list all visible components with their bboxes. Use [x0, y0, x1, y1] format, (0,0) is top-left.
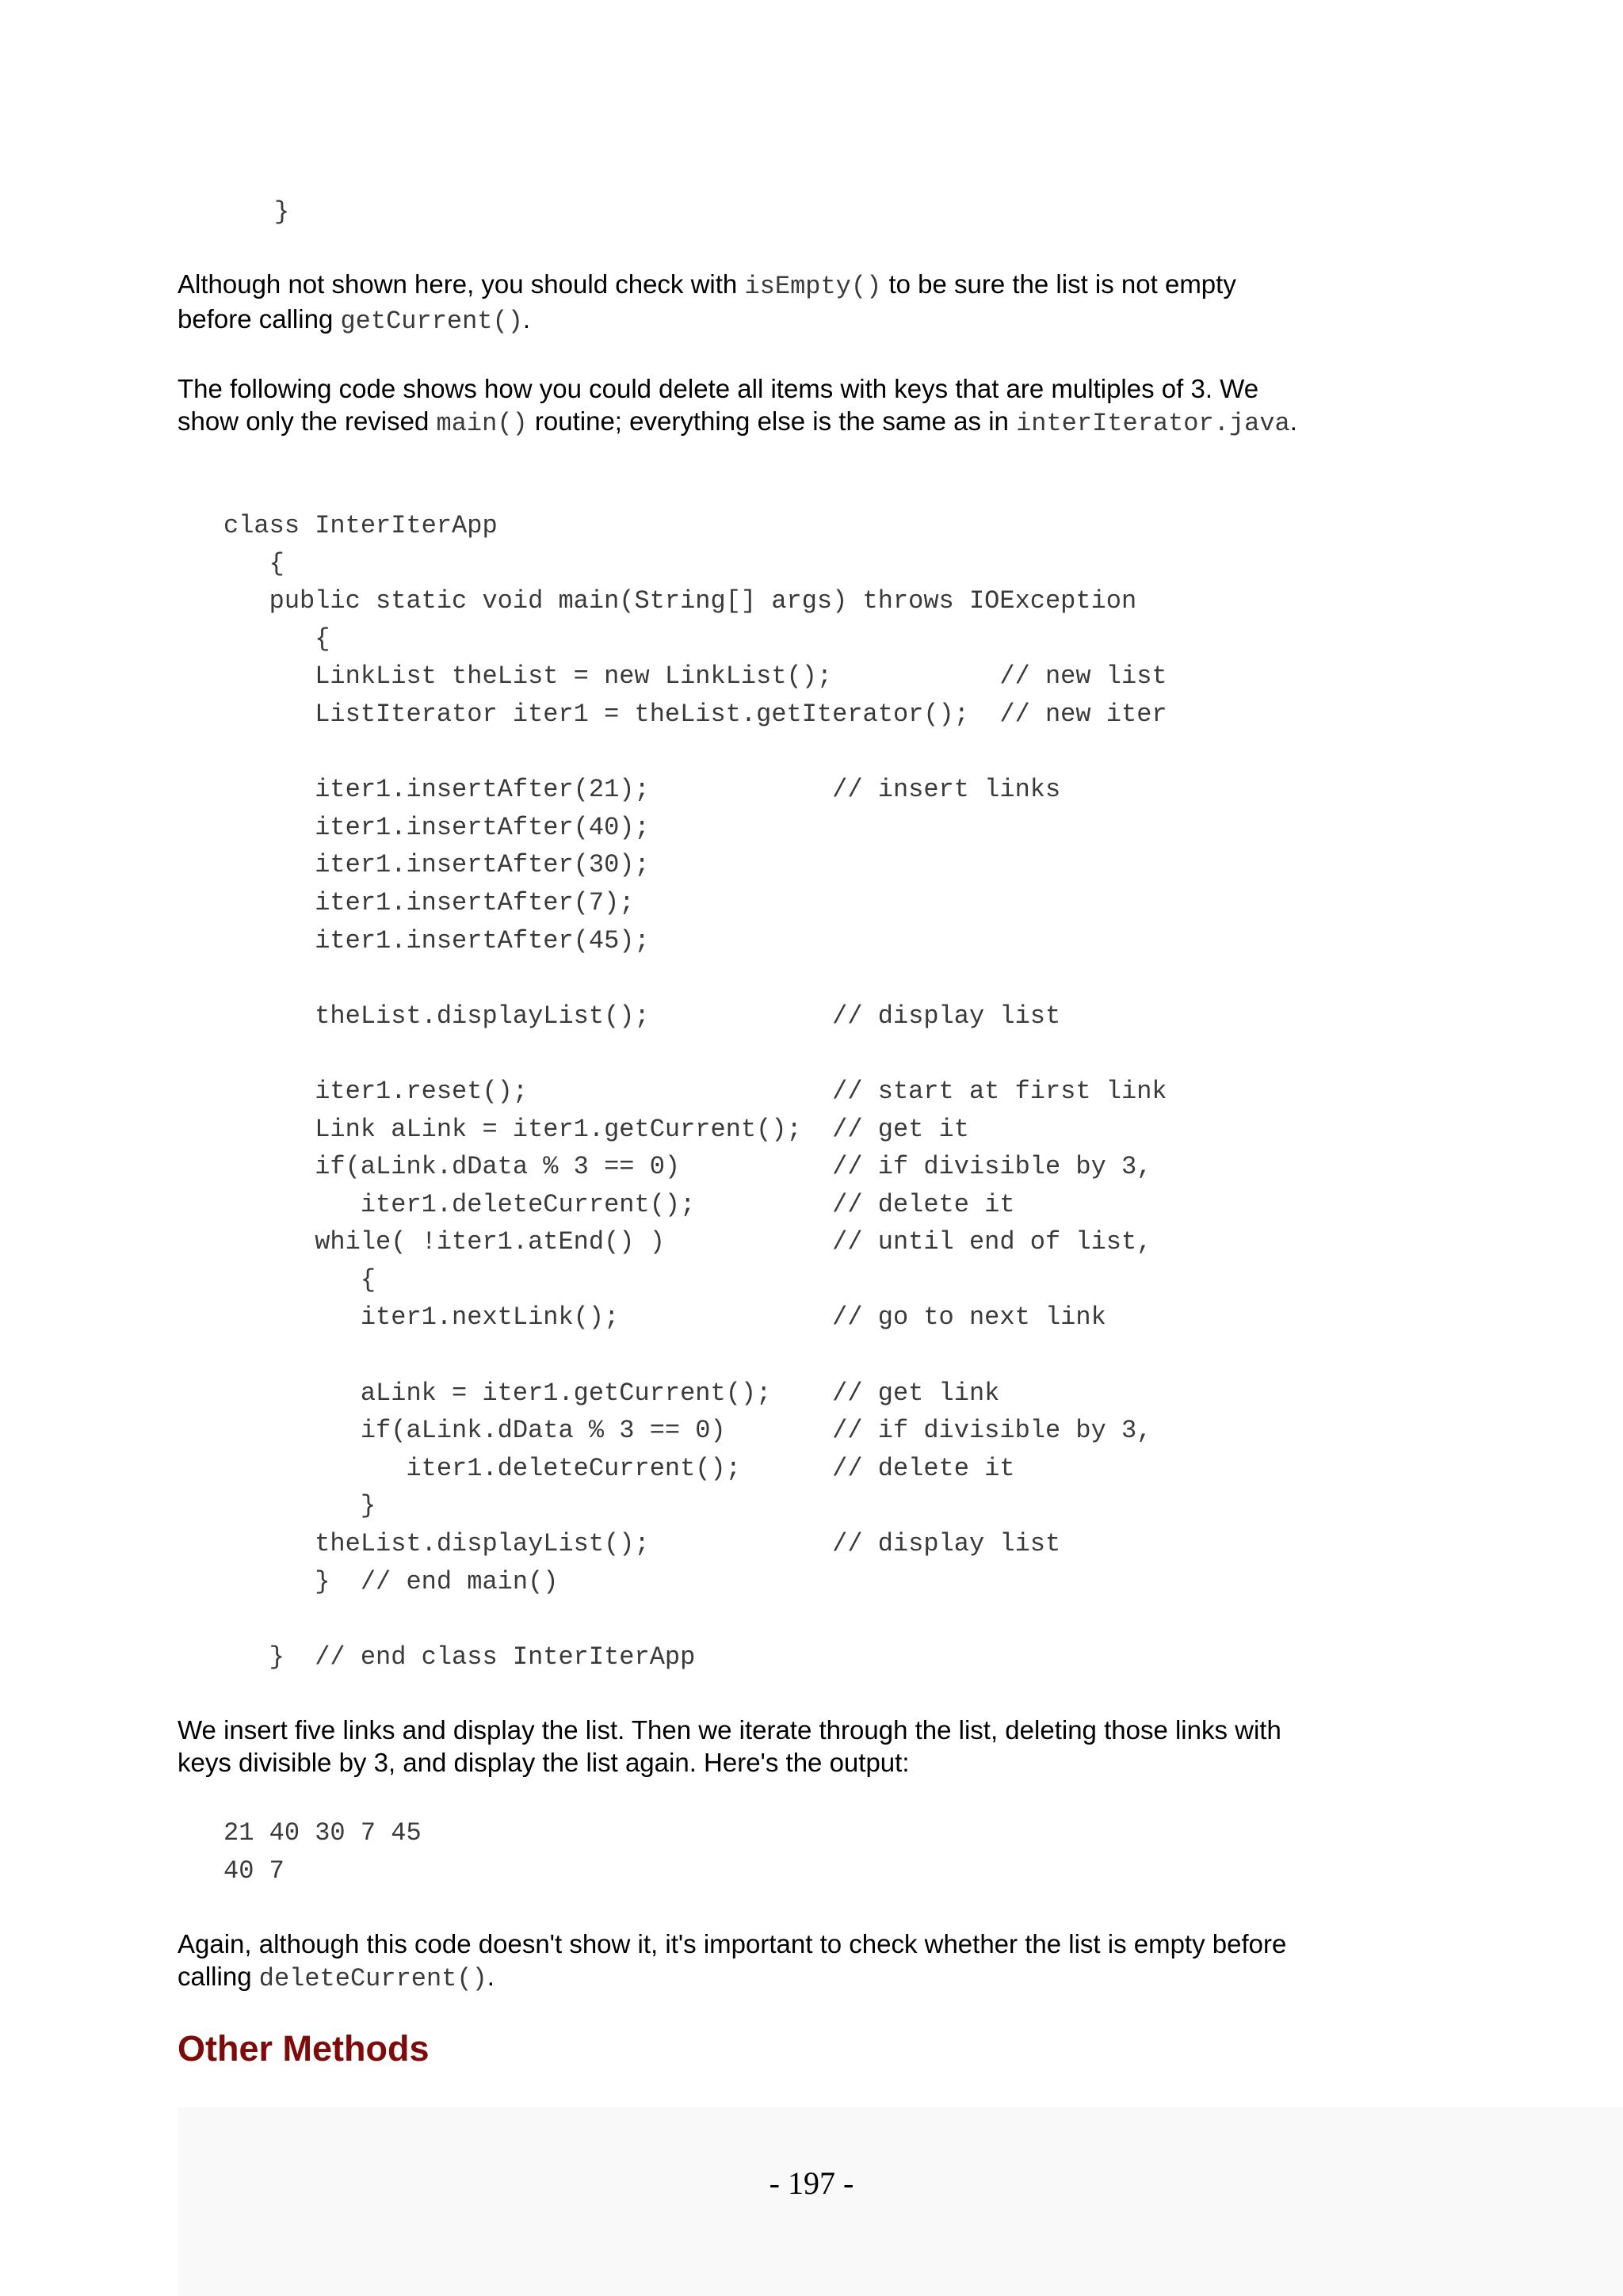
inline-code-getcurrent: getCurrent() — [340, 307, 523, 336]
program-output: 21 40 30 7 45 40 7 — [223, 1818, 422, 1886]
paragraph-text: We insert five links and display the list. Then we iterate through the list, deleting those links with keys divisible by 3, and display the list again. Here's the output: — [178, 1715, 1281, 1777]
inline-code-main: main() — [436, 409, 528, 438]
code-listing-interiterapp: class InterIterApp { public static void main(String[] args) throws IOException { LinkList theList = new LinkList(); // new list ListIterator iter1 = theList.getIterator(); // new iter iter1.insertAfter(21); // insert links iter1.insertAfter(40); iter1.insertAfter(30); iter1.insertAfter(7); iter1.insertAfter(45); theList.displayList(); // display list iter1.reset(); // start at first link Link aLink = iter1.getCurrent(); // get it if(aLink.dData % 3 == 0) // if divisible by 3, iter1.deleteCurrent(); // delete it while( !iter1.atEnd() ) // until end of list, { iter1.nextLink(); // go to next link aLink = iter1.getCurrent(); // get link if(aLink.dData % 3 == 0) // if divisible by 3, iter1.deleteCurrent(); // delete it } theList.displayList(); // display list } // end main() } // end class InterIterApp — [223, 511, 1167, 1672]
paragraph-text: Again, although this code doesn't show it, it's important to check whether the list is empty before calling — [178, 1929, 1287, 1991]
paragraph-delete-multiples — [178, 372, 1303, 440]
inline-code-filename: interIterator.java — [1016, 409, 1290, 438]
paragraph-text: . — [1289, 406, 1297, 436]
section-heading: Other Methods — [178, 2028, 430, 2069]
paragraph-text: The following code shows how you could delete all items with keys that are multiples of 3. We show only the revised — [178, 374, 1259, 436]
paragraph-text: routine; everything else is the same as in — [527, 406, 1017, 436]
paragraph-text: to be sure the list is not empty before calling — [178, 269, 1236, 334]
inline-code-isempty: isEmpty() — [744, 272, 882, 301]
paragraph-text: . — [487, 1962, 495, 1991]
code-fragment-brace: } — [274, 197, 290, 227]
inline-code-deletecurrent: deleteCurrent() — [258, 1964, 487, 1993]
footer-band — [178, 2107, 1623, 2296]
paragraph-text: . — [522, 304, 531, 334]
paragraph-text: Although not shown here, you should check with — [178, 269, 745, 299]
page-number: - 197 - — [769, 2165, 854, 2201]
paragraph-output-intro — [178, 1714, 1303, 1779]
paragraph-isempty-note — [178, 268, 1303, 338]
paragraph-empty-check-note — [178, 1928, 1303, 1995]
